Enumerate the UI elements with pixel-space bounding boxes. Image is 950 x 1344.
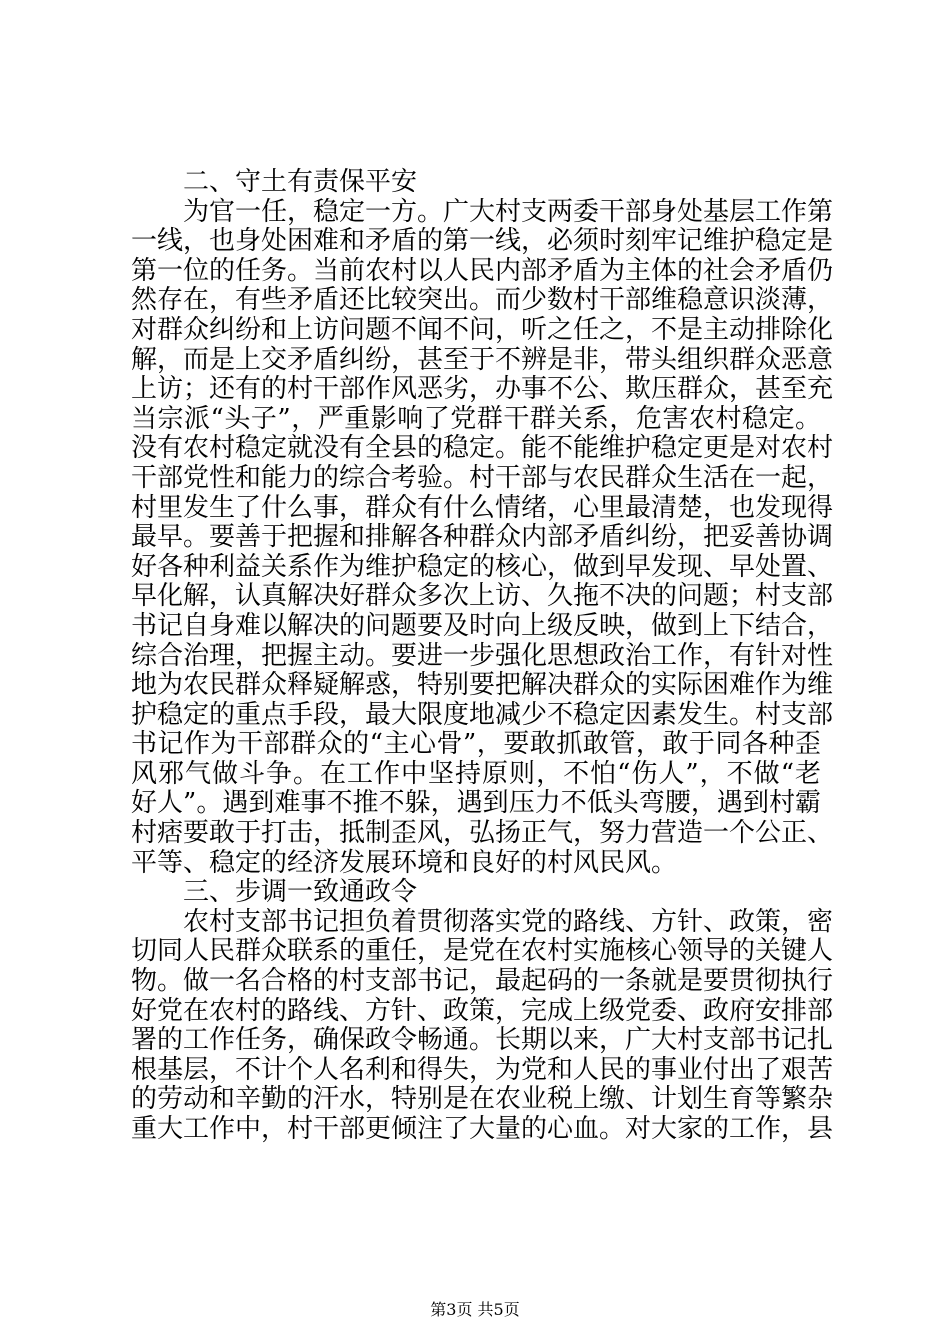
text-line: 署的工作任务，确保政令畅通。长期以来，广大村支部书记扎: [131, 1025, 834, 1056]
text-line: 好党在农村的路线、方针、政策，完成上级党委、政府安排部: [131, 995, 834, 1026]
text-line: 当宗派“头子”，严重影响了党群干群关系，危害农村稳定。: [131, 403, 821, 434]
text-line: 村里发生了什么事，群众有什么情绪，心里最清楚，也发现得: [131, 492, 834, 523]
text-line: 书记自身难以解决的问题要及时向上级反映，做到上下结合，: [131, 610, 834, 641]
text-line: 早化解，认真解决好群众多次上访、久拖不决的问题；村支部: [131, 581, 834, 612]
text-line: 没有农村稳定就没有全县的稳定。能不能维护稳定更是对农村: [131, 433, 834, 464]
document-body: [131, 167, 834, 1145]
text-line: 的劳动和辛勤的汗水，特别是在农业税上缴、计划生育等繁杂: [131, 1084, 834, 1115]
text-line: 根基层，不计个人名利和得失，为党和人民的事业付出了艰苦: [131, 1054, 834, 1085]
page-footer: 第3页 共5页: [430, 1300, 520, 1319]
text-line: 护稳定的重点手段，最大限度地减少不稳定因素发生。村支部: [131, 699, 834, 730]
text-line: 风邪气做斗争。在工作中坚持原则，不怕“伤人”，不做“老: [131, 758, 821, 789]
text-line: 对群众纠纷和上访问题不闻不问，听之任之，不是主动排除化: [131, 314, 834, 345]
text-line: 地为农民群众释疑解惑，特别要把解决群众的实际困难作为维: [131, 670, 834, 701]
text-line: 然存在，有些矛盾还比较突出。而少数村干部维稳意识淡薄，: [131, 285, 834, 316]
text-line: 上访；还有的村干部作风恶劣，办事不公、欺压群众，甚至充: [131, 374, 834, 405]
text-line: 重大工作中，村干部更倾注了大量的心血。对大家的工作，县: [131, 1114, 834, 1144]
text-line: 三、步调一致通政令: [183, 877, 418, 908]
text-line: 综合治理，把握主动。要进一步强化思想政治工作，有针对性: [131, 640, 834, 671]
text-line: 农村支部书记担负着贯彻落实党的路线、方针、政策，密: [183, 906, 834, 937]
text-line: 好各种利益关系作为维护稳定的核心，做到早发现、早处置、: [131, 551, 834, 582]
text-line: 干部党性和能力的综合考验。村干部与农民群众生活在一起，: [131, 462, 834, 493]
text-line: 最早。要善于把握和排解各种群众内部矛盾纠纷，把妥善协调: [131, 522, 834, 553]
text-line: 村痞要敢于打击，抵制歪风，弘扬正气，努力营造一个公正、: [131, 818, 834, 849]
text-line: 书记作为干部群众的“主心骨”，要敢抓敢管，敢于同各种歪: [131, 729, 821, 760]
text-line: 平等、稳定的经济发展环境和良好的村风民风。: [131, 847, 678, 878]
text-line: 切同人民群众联系的重任，是党在农村实施核心领导的关键人: [131, 936, 834, 967]
text-line: 好人”。遇到难事不推不躲，遇到压力不低头弯腰，遇到村霸: [131, 788, 821, 819]
text-line: 二、守土有责保平安: [183, 167, 418, 197]
text-line: 物。做一名合格的村支部书记，最起码的一条就是要贯彻执行: [131, 966, 834, 997]
text-line: 解，而是上交矛盾纠纷，甚至于不辨是非，带头组织群众恶意: [131, 344, 834, 375]
text-line: 为官一任，稳定一方。广大村支两委干部身处基层工作第: [183, 196, 834, 227]
text-line: 一线，也身处困难和矛盾的第一线，必须时刻牢记维护稳定是: [131, 226, 834, 257]
text-line: 第一位的任务。当前农村以人民内部矛盾为主体的社会矛盾仍: [131, 255, 834, 286]
